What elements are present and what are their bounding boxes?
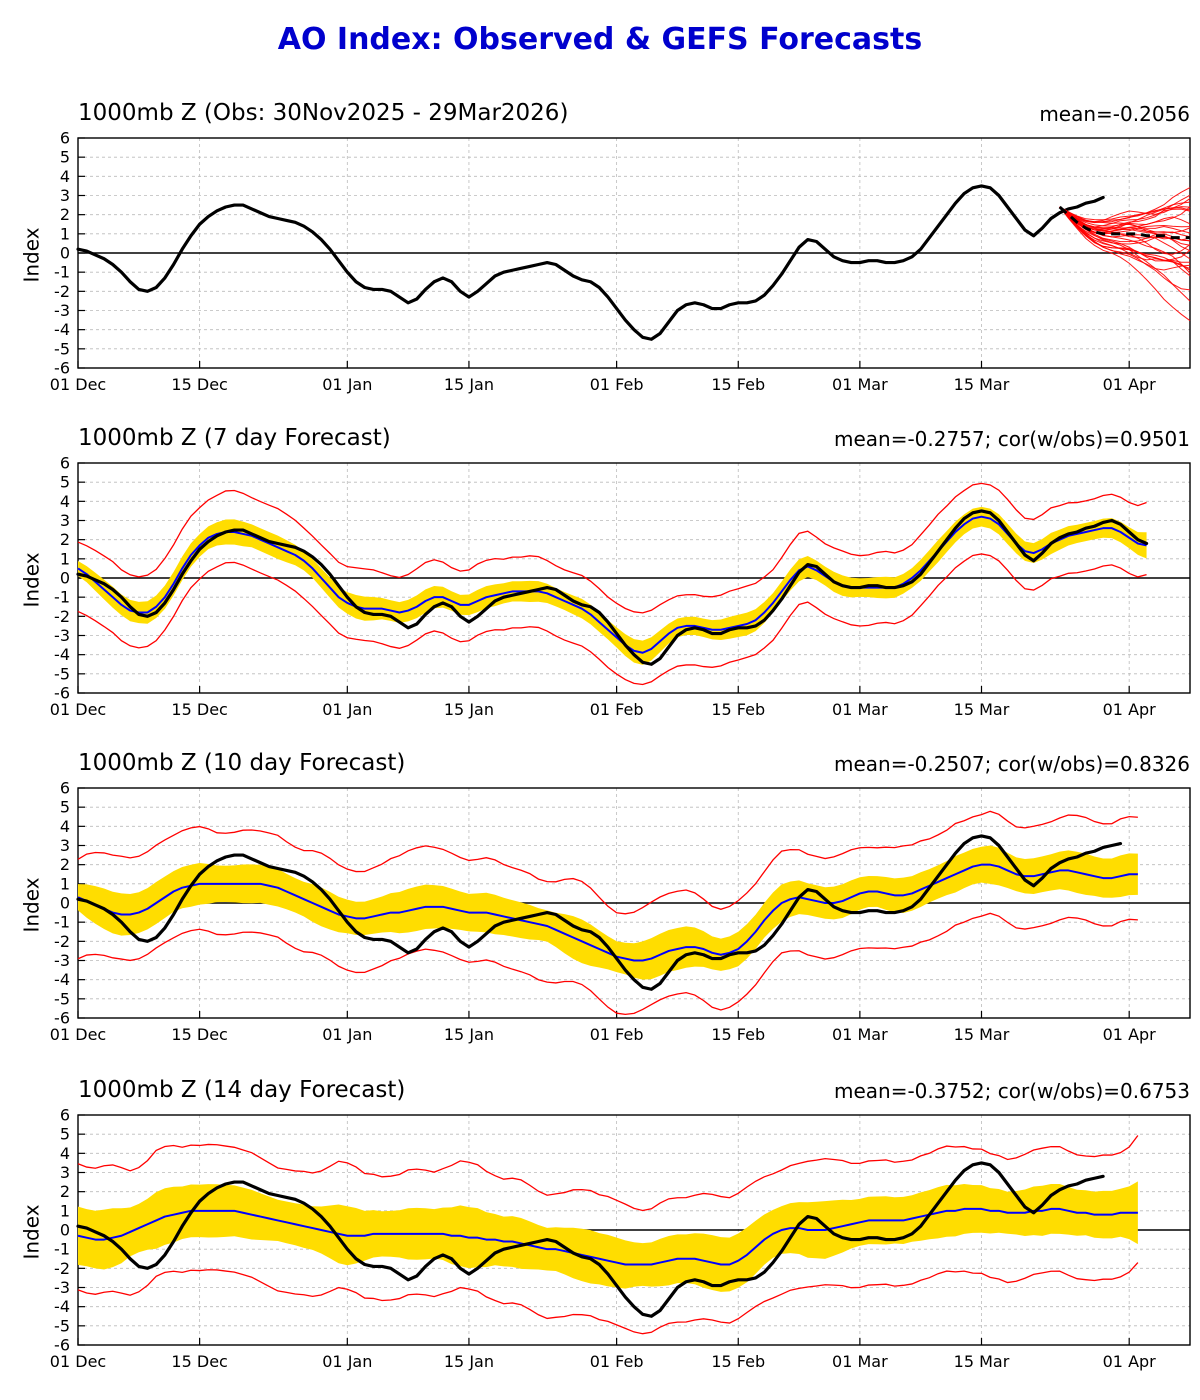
svg-text:3: 3 bbox=[59, 511, 70, 530]
chart-svg-14day bbox=[0, 1107, 1200, 1377]
svg-text:-2: -2 bbox=[54, 1258, 70, 1278]
svg-text:01 Apr: 01 Apr bbox=[1102, 1352, 1156, 1371]
y-axis-label: Index bbox=[19, 552, 44, 608]
svg-text:2: 2 bbox=[59, 855, 70, 875]
svg-text:0: 0 bbox=[59, 1220, 70, 1240]
svg-text:01 Apr: 01 Apr bbox=[1102, 375, 1156, 394]
svg-text:-1: -1 bbox=[54, 1239, 70, 1259]
svg-text:-1: -1 bbox=[54, 262, 70, 282]
svg-text:-1: -1 bbox=[54, 587, 70, 607]
panel-stat: mean=-0.2056 bbox=[1039, 102, 1190, 126]
svg-text:-6: -6 bbox=[54, 1335, 70, 1355]
svg-text:-4: -4 bbox=[54, 645, 70, 665]
y-axis-label: Index bbox=[19, 1204, 44, 1260]
plot-area bbox=[0, 1107, 1200, 1371]
panel-stat: mean=-0.2507; cor(w/obs)=0.8326 bbox=[833, 752, 1190, 776]
svg-text:0: 0 bbox=[59, 893, 70, 913]
panel-stat: mean=-0.3752; cor(w/obs)=0.6753 bbox=[833, 1079, 1190, 1103]
svg-text:-1: -1 bbox=[54, 912, 70, 932]
svg-text:01 Feb: 01 Feb bbox=[589, 1025, 644, 1044]
svg-text:3: 3 bbox=[59, 186, 70, 205]
svg-text:01 Dec: 01 Dec bbox=[49, 1025, 107, 1044]
svg-text:01 Mar: 01 Mar bbox=[832, 1025, 888, 1044]
svg-text:-5: -5 bbox=[54, 339, 70, 359]
panel-forecast-14day bbox=[0, 1077, 1200, 1371]
panel-title: 1000mb Z (7 day Forecast) bbox=[78, 425, 391, 451]
svg-text:4: 4 bbox=[59, 491, 70, 511]
svg-text:01 Jan: 01 Jan bbox=[322, 375, 373, 394]
svg-text:0: 0 bbox=[59, 568, 70, 588]
svg-text:01 Feb: 01 Feb bbox=[589, 700, 644, 719]
panel-header bbox=[0, 425, 1200, 455]
svg-text:4: 4 bbox=[59, 816, 70, 836]
svg-text:15 Jan: 15 Jan bbox=[443, 1352, 494, 1371]
svg-text:-4: -4 bbox=[54, 970, 70, 990]
svg-text:6: 6 bbox=[59, 455, 70, 473]
svg-text:01 Mar: 01 Mar bbox=[832, 1352, 888, 1371]
panel-header bbox=[0, 750, 1200, 780]
svg-text:01 Feb: 01 Feb bbox=[589, 375, 644, 394]
panel-observed bbox=[0, 100, 1200, 394]
svg-text:-5: -5 bbox=[54, 989, 70, 1009]
svg-text:01 Mar: 01 Mar bbox=[832, 375, 888, 394]
svg-text:4: 4 bbox=[59, 1143, 70, 1163]
svg-text:-2: -2 bbox=[54, 931, 70, 951]
plot-area bbox=[0, 130, 1200, 394]
panel-title: 1000mb Z (10 day Forecast) bbox=[78, 750, 406, 776]
svg-text:-4: -4 bbox=[54, 1297, 70, 1317]
svg-text:-2: -2 bbox=[54, 281, 70, 301]
panel-forecast-7day bbox=[0, 425, 1200, 719]
svg-text:3: 3 bbox=[59, 836, 70, 855]
svg-text:-4: -4 bbox=[54, 320, 70, 340]
svg-text:6: 6 bbox=[59, 780, 70, 798]
svg-text:-3: -3 bbox=[54, 301, 70, 320]
svg-text:-2: -2 bbox=[54, 606, 70, 626]
svg-text:1: 1 bbox=[59, 874, 70, 894]
svg-text:5: 5 bbox=[59, 1124, 70, 1144]
svg-text:-3: -3 bbox=[54, 626, 70, 645]
svg-text:15 Mar: 15 Mar bbox=[953, 1025, 1010, 1044]
svg-text:15 Dec: 15 Dec bbox=[171, 375, 228, 394]
svg-text:15 Jan: 15 Jan bbox=[443, 700, 494, 719]
svg-text:6: 6 bbox=[59, 1107, 70, 1125]
svg-text:1: 1 bbox=[59, 549, 70, 569]
svg-text:15 Mar: 15 Mar bbox=[953, 375, 1010, 394]
svg-text:0: 0 bbox=[59, 243, 70, 263]
chart-svg-7day bbox=[0, 455, 1200, 725]
panel-title: 1000mb Z (Obs: 30Nov2025 - 29Mar2026) bbox=[78, 100, 569, 126]
svg-text:01 Dec: 01 Dec bbox=[49, 375, 107, 394]
panel-header bbox=[0, 1077, 1200, 1107]
svg-text:3: 3 bbox=[59, 1163, 70, 1182]
svg-text:01 Apr: 01 Apr bbox=[1102, 1025, 1156, 1044]
panel-title: 1000mb Z (14 day Forecast) bbox=[78, 1077, 406, 1103]
svg-text:15 Mar: 15 Mar bbox=[953, 700, 1010, 719]
svg-text:5: 5 bbox=[59, 147, 70, 167]
panel-header bbox=[0, 100, 1200, 130]
panel-forecast-10day bbox=[0, 750, 1200, 1044]
svg-text:15 Dec: 15 Dec bbox=[171, 700, 228, 719]
svg-text:-6: -6 bbox=[54, 1008, 70, 1028]
svg-text:15 Dec: 15 Dec bbox=[171, 1025, 228, 1044]
svg-text:2: 2 bbox=[59, 530, 70, 550]
svg-text:-6: -6 bbox=[54, 683, 70, 703]
svg-text:15 Feb: 15 Feb bbox=[711, 1352, 766, 1371]
svg-text:01 Mar: 01 Mar bbox=[832, 700, 888, 719]
svg-text:15 Feb: 15 Feb bbox=[711, 375, 766, 394]
chart-svg-observed bbox=[0, 130, 1200, 400]
svg-text:15 Jan: 15 Jan bbox=[443, 375, 494, 394]
svg-text:01 Jan: 01 Jan bbox=[322, 1352, 373, 1371]
panel-stat: mean=-0.2757; cor(w/obs)=0.9501 bbox=[833, 427, 1190, 451]
svg-text:5: 5 bbox=[59, 797, 70, 817]
svg-text:01 Dec: 01 Dec bbox=[49, 700, 107, 719]
page-title: AO Index: Observed & GEFS Forecasts bbox=[277, 22, 923, 57]
svg-text:-5: -5 bbox=[54, 1316, 70, 1336]
svg-text:2: 2 bbox=[59, 205, 70, 225]
svg-text:15 Dec: 15 Dec bbox=[171, 1352, 228, 1371]
svg-text:01 Jan: 01 Jan bbox=[322, 1025, 373, 1044]
svg-text:-5: -5 bbox=[54, 664, 70, 684]
y-axis-label: Index bbox=[19, 227, 44, 283]
svg-text:01 Dec: 01 Dec bbox=[49, 1352, 107, 1371]
svg-text:-3: -3 bbox=[54, 951, 70, 970]
plot-area bbox=[0, 455, 1200, 719]
svg-text:-6: -6 bbox=[54, 358, 70, 378]
y-axis-label: Index bbox=[19, 877, 44, 933]
svg-text:2: 2 bbox=[59, 1182, 70, 1202]
svg-text:15 Feb: 15 Feb bbox=[711, 700, 766, 719]
plot-area bbox=[0, 780, 1200, 1044]
svg-text:15 Feb: 15 Feb bbox=[711, 1025, 766, 1044]
svg-text:01 Feb: 01 Feb bbox=[589, 1352, 644, 1371]
svg-text:15 Mar: 15 Mar bbox=[953, 1352, 1010, 1371]
svg-text:5: 5 bbox=[59, 472, 70, 492]
svg-text:-3: -3 bbox=[54, 1278, 70, 1297]
svg-text:4: 4 bbox=[59, 166, 70, 186]
svg-text:1: 1 bbox=[59, 1201, 70, 1221]
svg-text:01 Apr: 01 Apr bbox=[1102, 700, 1156, 719]
svg-text:1: 1 bbox=[59, 224, 70, 244]
chart-svg-10day bbox=[0, 780, 1200, 1050]
svg-text:6: 6 bbox=[59, 130, 70, 148]
svg-text:01 Jan: 01 Jan bbox=[322, 700, 373, 719]
svg-text:15 Jan: 15 Jan bbox=[443, 1025, 494, 1044]
